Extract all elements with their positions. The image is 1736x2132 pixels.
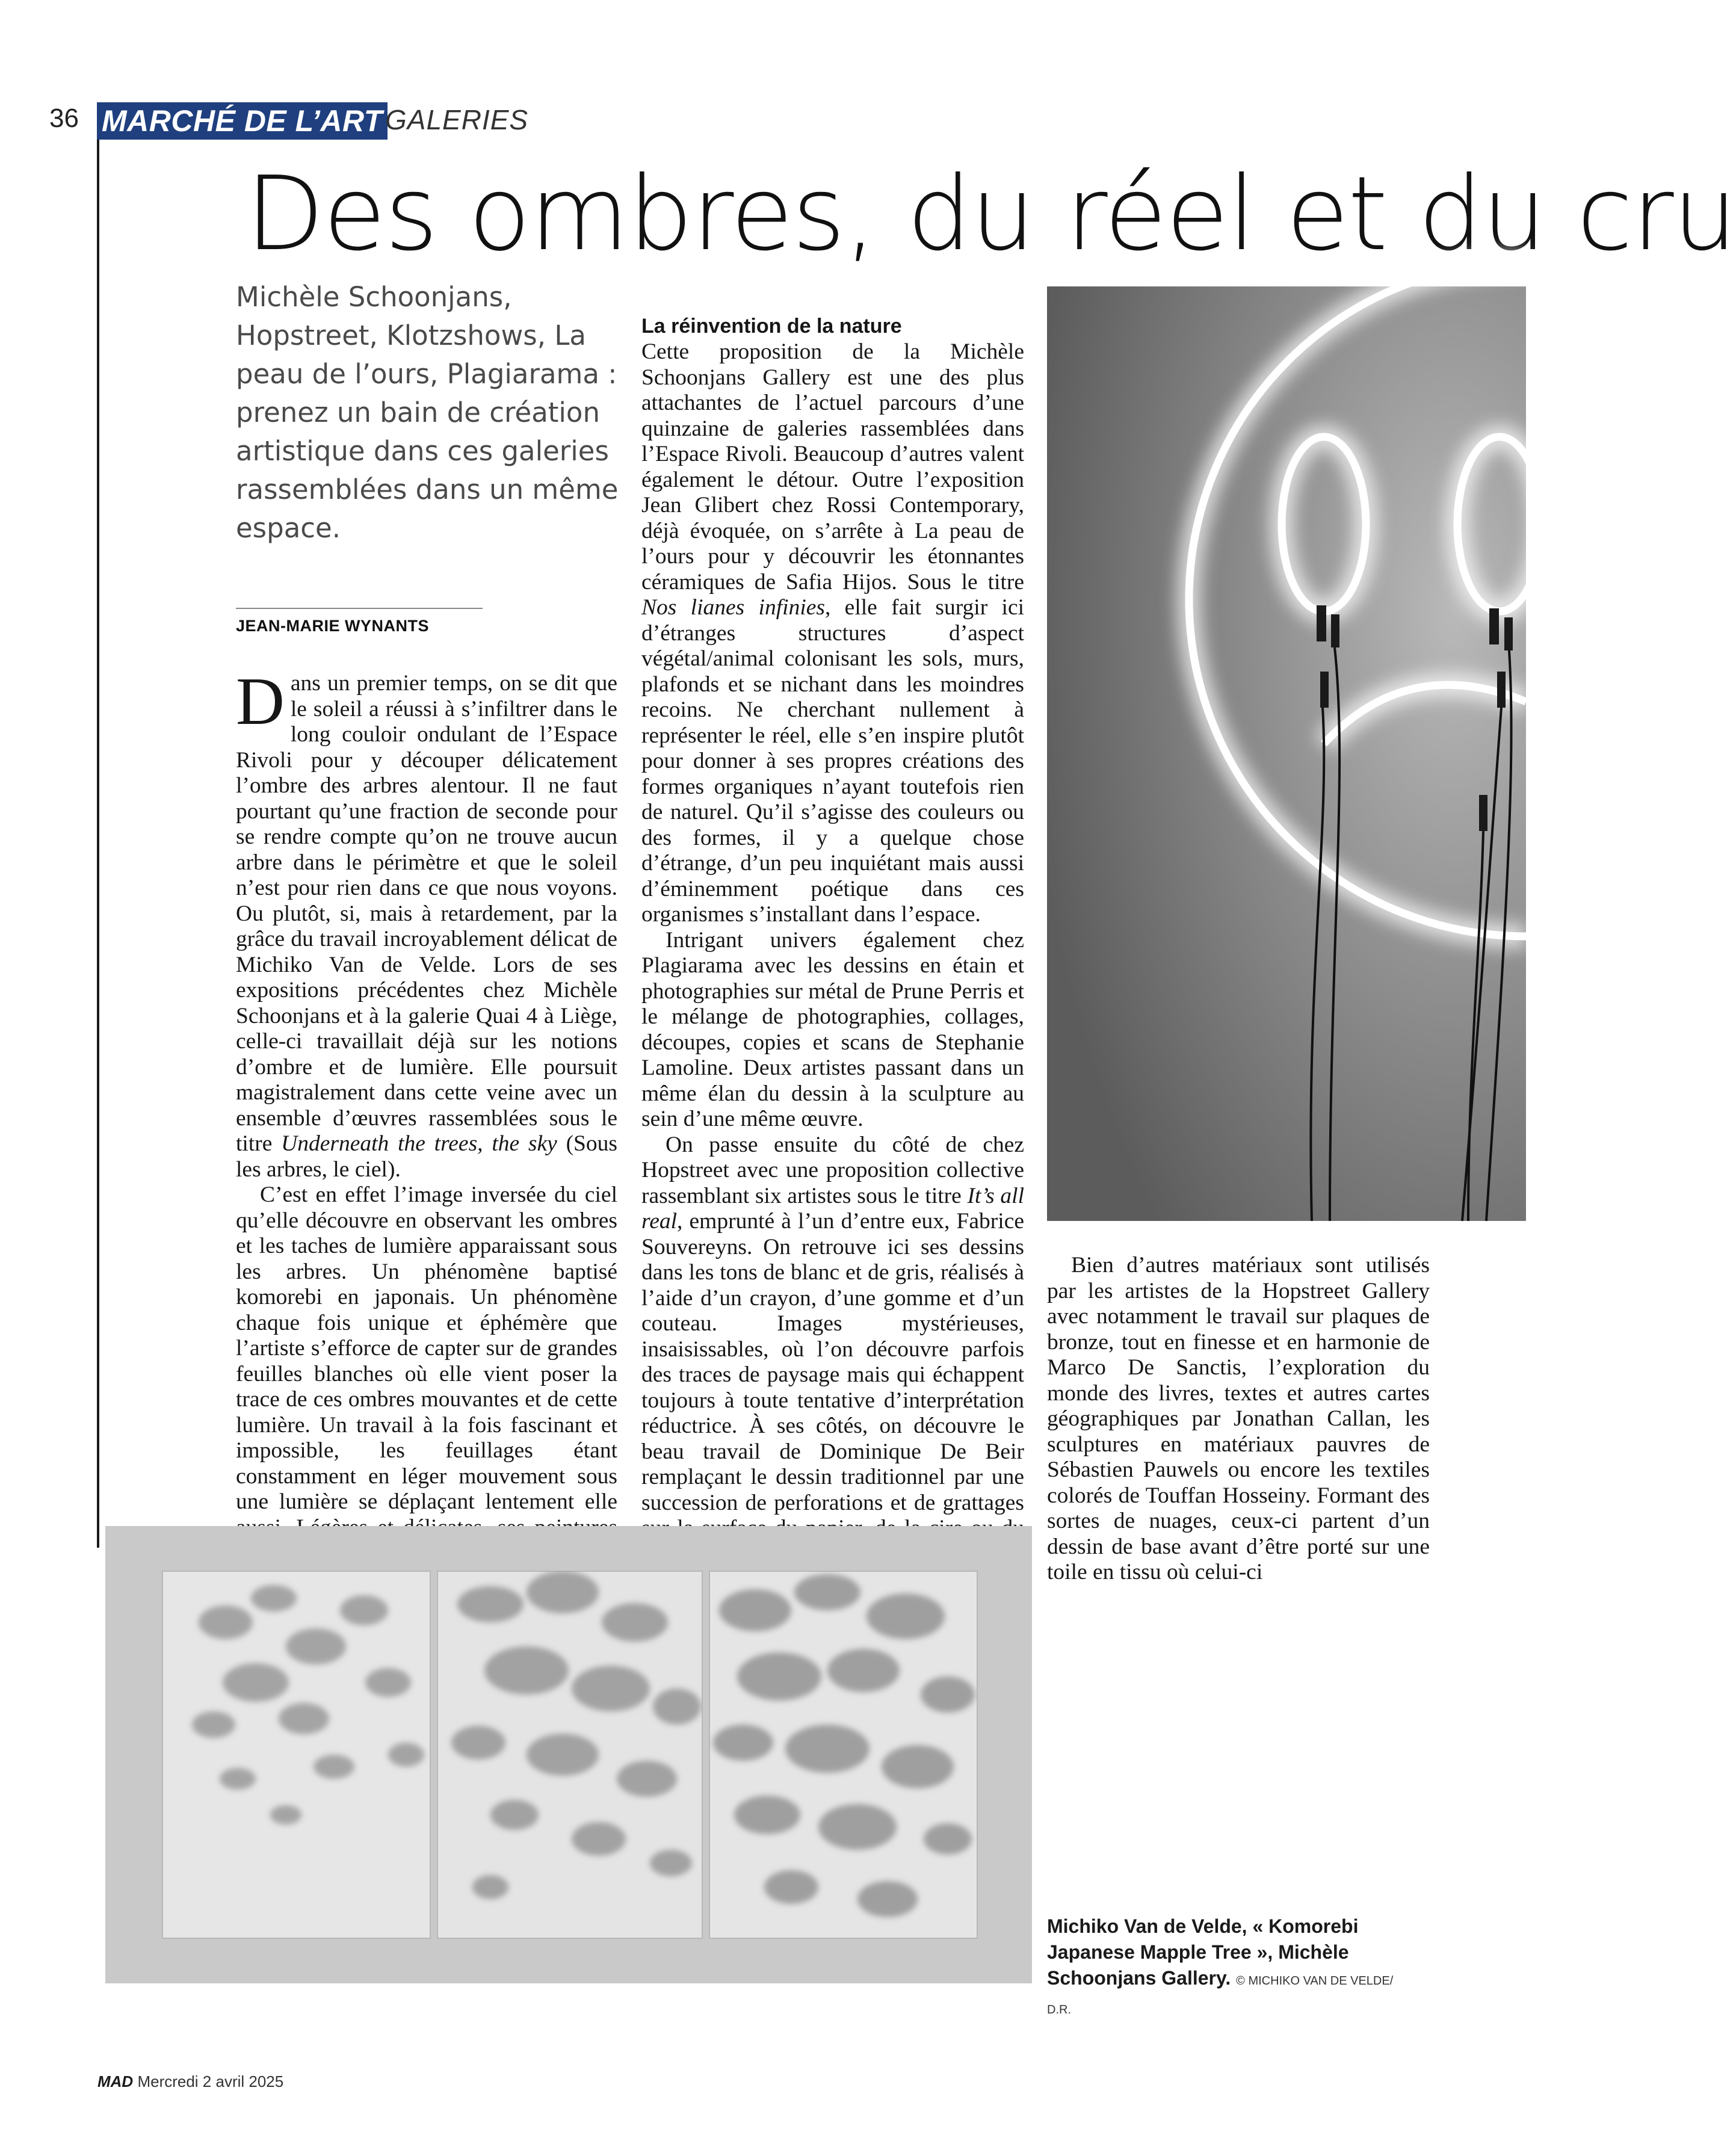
komorebi-triptych-photo [105, 1526, 1032, 1983]
headline: Des ombres, du réel et du cru [246, 155, 1736, 274]
article-column-1 [236, 664, 618, 1592]
intro: Michèle Schoonjans, Hopstreet, Klotzshows, La peau de l’ours, Plagiarama : prenez un bain de création artistique dans ces galeries rassemblées dans un même espace. [236, 281, 619, 544]
rubric-bar [97, 102, 388, 140]
page-footer [97, 2072, 283, 2091]
paragraph-3-text: Cette proposition de la Michèle Schoonjans Gallery est une des plus attachantes de l’actuel parcours d’une quinzaine de galeries rassemblées dans l’Espace Rivoli. Beaucoup d’autres valent également le détour. Outre l’exposition Jean Glibert chez Rossi Contemporary, déjà évoquée, on s’arrête à La peau de l’ours pour y découvrir les étonnantes céramiques de Safia Hijos. Sous le titre [641, 339, 1024, 595]
paragraph-5-text: On passe ensuite du côté de chez Hopstreet avec une proposition collective rassemblant six artistes sous le titre [641, 1132, 1024, 1208]
paragraph-4: Intrigant univers également chez Plagiarama avec les dessins en étain et photographies sur métal de Prune Perris et le mélange de photographies, collages, découpes, copies et scans de Stephanie Lamoline. Deux artistes passant dans un même élan du dessin à la sculpture au sein d’une même œuvre. [641, 927, 1024, 1131]
work-title-lianes: Nos lianes infinies [641, 595, 825, 620]
dropcap: D [236, 664, 285, 739]
caption-text: Michiko Van de Velde, « Komorebi Japanese Mapple Tree », Michèle Schoonjans Gallery. [1047, 1915, 1359, 1989]
subhead: La réinvention de la nature [641, 315, 902, 338]
paragraph-1 [236, 664, 618, 1182]
paragraph-5-end: , emprunté à l’un d’entre eux, Fabrice Souvereyns. On retrouve ici ses dessins dans les tons de blanc et de gris, réalisés à l’aide d’un crayon, d’une gomme et d’un couteau. Images mystérieuses, insaisissables, où l’on découvre parfois des traces de paysage mais qui échappent toujours à toute tentative d’interprétation réductrice. À ses côtés, on découvre le beau travail de Dominique De Beir remplaçant le dessin traditionnel par une succession de perforations et de grattages [641, 1209, 1024, 1515]
rubric-label: MARCHÉ DE L’ART [102, 104, 383, 138]
intro-divider [236, 608, 483, 609]
footer-brand: MAD [97, 2072, 134, 2090]
paragraph-3-end: , elle fait surgir ici d’étranges structures d’aspect végétal/animal colonisant les sols, murs, plafonds et se nichant dans les moindres recoins. Ne cherchant nullement à représenter le réel, elle s’en inspire plutôt pour donner à ses propres créations des formes organiques n’ayant toutefois rien de naturel. Qu’il s’agisse des couleurs ou des formes, il y a quelque chose d’étrange, d’un peu inquiétant mais aussi d’éminemment poétique dans ces organismes s’installant dans l’espace. [641, 595, 1025, 927]
work-title-its-all-real: It’s all real [641, 1183, 1025, 1234]
neon-sad-face-photo [1047, 286, 1526, 1221]
article-column-2 [641, 286, 1024, 1618]
work-title-underneath: Underneath the trees, the sky [281, 1131, 557, 1156]
paragraph-1-end: (Sous les arbres, le ciel). [236, 1131, 618, 1182]
photo-caption [1047, 1914, 1408, 2023]
paragraph-2: C’est en effet l’image inversée du ciel qu’elle découvre en observant les ombres et les taches de lumière apparaissant sous les arbres. Un phénomène baptisé komorebi en japonais. Un phénomène chaque fois unique et éphémère que l’artiste s’efforce de capter sur de grandes feuilles blanches où elle vient poser la trace de ces ombres mouvantes et de cette lumière. Un travail à la fois fascinant et impossible, les feuillages étant constamment en léger mouvement sous une lumière se déplaçant lentement elle [236, 1182, 617, 1514]
byline: JEAN-MARIE WYNANTS [236, 617, 430, 635]
paragraph-1-text: ans un premier temps, on se dit que le soleil a réussi à s’infiltrer dans le long couloir ondulant de l’Espace Rivoli pour y découper délicatement l’ombre des arbres alentour. Il ne faut pourtant qu’une fraction de seconde pour se rendre compte qu’on ne trouve aucun arbre dans le périmètre et que le soleil n’est pour rien dans ce que nous voyons. Ou plutôt, si, mais à retardement, par la grâce du travail incroyablement délicat de Michiko Van de Velde. Lors de ses expositions précédentes chez Michèle Schoonjans et à la galerie Quai 4 à Liège, celle-ci travaillait déjà sur les notions d’ombre et de lumière. Elle poursuit magistralement dans cette veine avec un ensemble d’œuvres rassemblées sous le titre [236, 671, 617, 1156]
paragraph-6: Bien d’autres matériaux sont utilisés par les artistes de la Hopstreet Gallery avec notamment le travail sur plaques de bronze, tout en finesse et en harmonie de Marco De Sanctis, l’exploration du monde des livres, textes et autres cartes géographiques par Jonathan Callan, les sculptures en matériaux pauvres de Sébastien Pauwels ou encore les textiles colorés de Touffan Hosseiny. Formant des sortes de nuages, ceux-ci partent d’un dessin de base avant d’être porté sur une toile en tissu où celui-ci [1047, 1253, 1430, 1584]
vertical-rule [97, 140, 99, 1548]
article-column-3 [1047, 1253, 1430, 1586]
page-number: 36 [49, 104, 79, 133]
paragraph-3 [641, 339, 1024, 928]
footer-date: Mercredi 2 avril 2025 [137, 2072, 284, 2090]
section-label: GALERIES [385, 104, 529, 135]
photo-credit: © MICHIKO VAN DE VELDE/ D.R. [1047, 1974, 1394, 2016]
